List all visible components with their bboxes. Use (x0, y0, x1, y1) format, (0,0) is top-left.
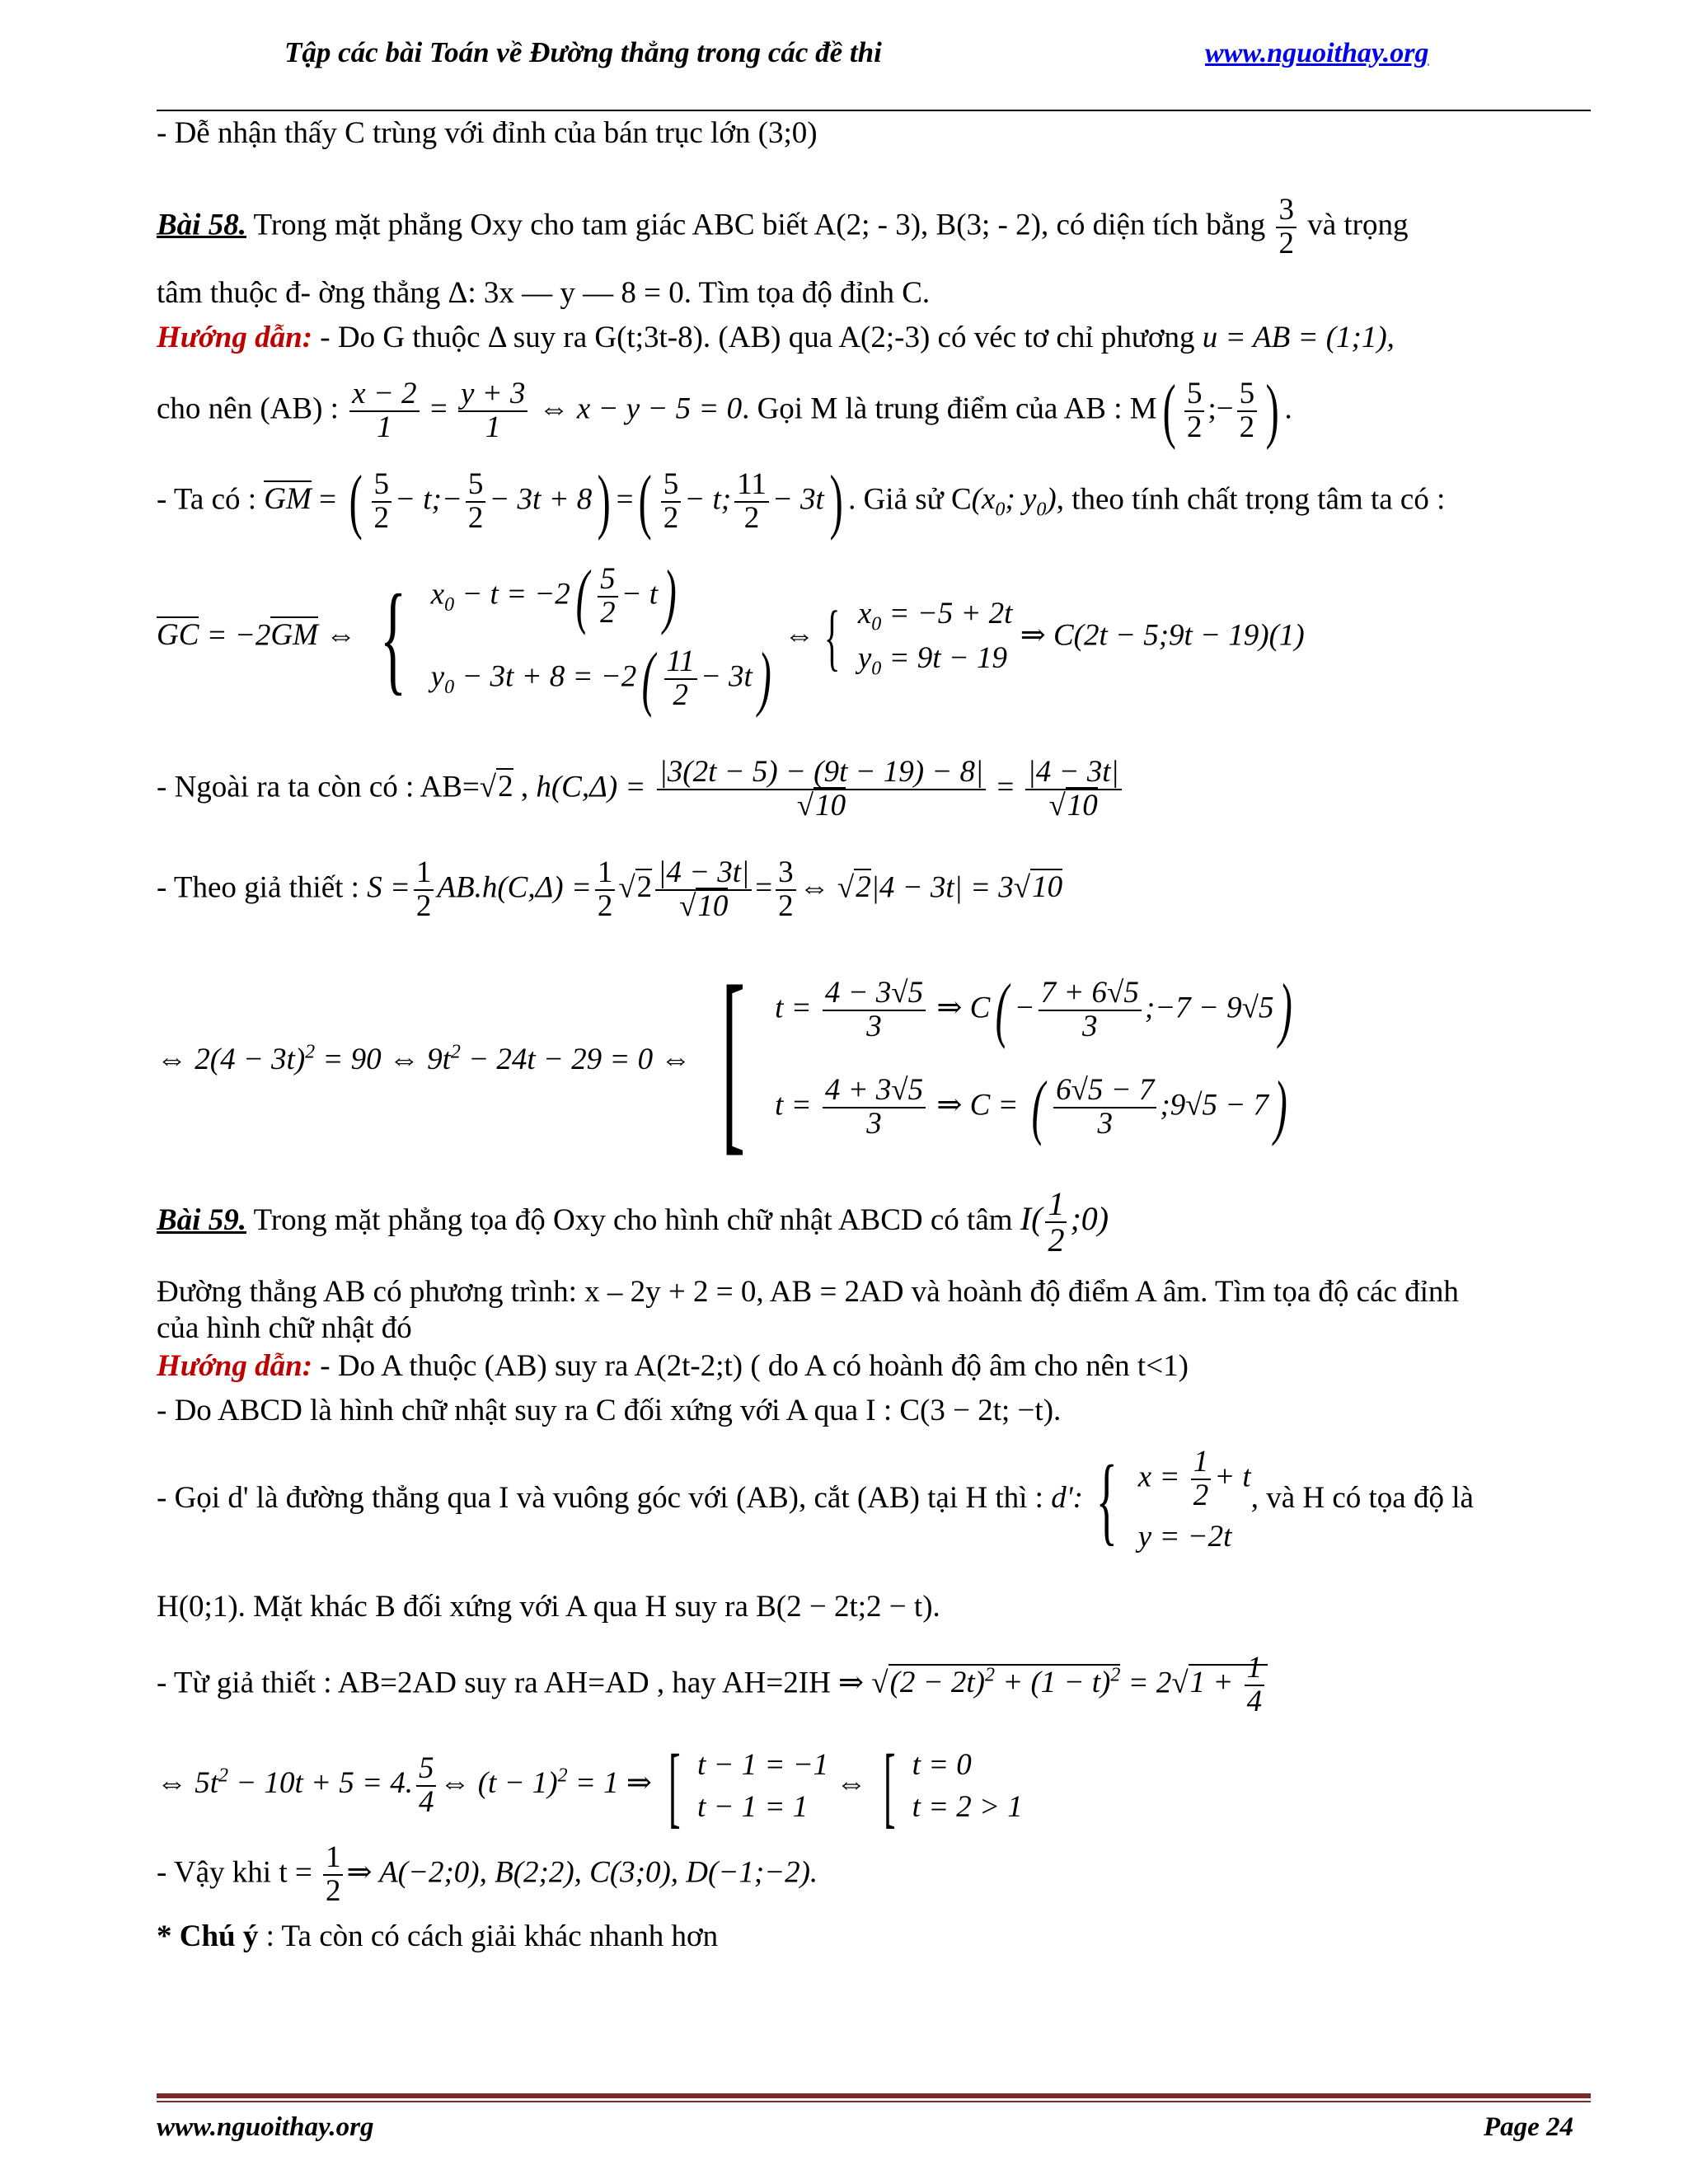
hint-59-text5a: - Từ giả thiết : AB=2AD suy ra AH=AD , hay AH=2IH (157, 1666, 839, 1700)
hint-59-text1: - Do A thuộc (AB) suy ra A(2t-2;t) ( do A có hoành độ âm cho nên t<1) (312, 1349, 1189, 1383)
m-y: $\frac{5}{2}$ (1237, 378, 1258, 444)
hint-58-line5: - Ngoài ra ta còn có : AB=√2 , h(C,Δ) = $\frac{|3(2t - 5) - (9t - 19) - 8|}{√10}$ = $\frac{|4 - 3t|}{√10}$ (157, 757, 1125, 823)
hint-58-line6: - Theo giả thiết : S = $\frac{1}{2}$ AB.h(C,Δ) = $\frac{1}{2}$ √2 $\frac{|4 - 3t|}{√10}$ = $\frac{3}{2}$ ⇔ √2|4 − 3t| = 3√10 (157, 855, 1063, 923)
footer-rule-thick (157, 2093, 1591, 2098)
header-rule (157, 110, 1591, 111)
hint-59-text3b: , và H có tọa độ là (1250, 1480, 1474, 1515)
problem-59-line3: của hình chữ nhật đó (157, 1311, 412, 1345)
hint-label-59: Hướng dẫn: (157, 1349, 313, 1383)
hint-58-system: GC = −2GM ⇔ { $x_0 - t = -2$( $\frac{5}{2}$ − t) $y_0 - 3t + 8 = -2$( $\frac{11}{2}$ − 3t) ⇔ { $x_0 = -5 + 2t$ $y_0 = 9t - 19$ ⇒ C(2t − 5;9t − 19)(1) (157, 556, 1305, 719)
hint-58-line1 (157, 320, 1395, 355)
m-x: $\frac{5}{2}$ (1184, 378, 1205, 444)
header-link[interactable]: www.nguoithay.org (1205, 38, 1429, 68)
hint-59-text7b: ⇒ A(−2;0), B(2;2), C(3;0), D(−1;−2). (346, 1855, 818, 1890)
hint-58-text2b: . Gọi M là trung điểm của AB : M (742, 391, 1157, 426)
hint-59-line4: H(0;1). Mặt khác B đối xứng với A qua H suy ra B(2 − 2t;2 − t). (157, 1590, 940, 1624)
ab-eq-result: ⇔ x − y − 5 = 0 (538, 391, 743, 426)
ab-eq-frac1: $\frac{x - 2}{1}$ (349, 378, 419, 444)
problem-58-line2: tâm thuộc đ- ờng thẳng Δ: 3x — y — 8 = 0. Tìm tọa độ đỉnh C. (157, 276, 931, 310)
hint-58-line2: cho nên (AB) : $\frac{x - 2}{1}$ = $\frac{y + 3}{1}$ ⇔ x − y − 5 = 0. Gọi M là trung điểm của AB : M( $\frac{5}{2}$ ;− $\frac{5}{2}$ ) . (157, 371, 1292, 451)
hint-58-text1: - Do G thuộc Δ suy ra G(t;3t-8). (AB) qua A(2;-3) có véc tơ chỉ phương (312, 321, 1203, 354)
c-result: ⇒ C(2t − 5;9t − 19)(1) (1020, 618, 1305, 653)
note-line (157, 1919, 718, 1954)
hint-59-line3: - Gọi d' là đường thẳng qua I và vuông góc với (AB), cắt (AB) tại H thì : d': { x = $\frac{1}{2}$ + t y = −2t , và H có tọa độ là (157, 1445, 1474, 1555)
problem-59-statement: Bài 59. Trong mặt phẳng tọa độ Oxy cho hình chữ nhật ABCD có tâm I( $\frac{1}{2}$ ;0) (157, 1185, 1109, 1258)
intro-line: - Dễ nhận thấy C trùng với đỉnh của bán trục lớn (3;0) (157, 116, 818, 150)
problem-59-label: Bài 59. (157, 1203, 246, 1238)
footer-rule-thin (157, 2101, 1591, 2102)
hint-58-text3b: . Giả sử C (848, 482, 972, 517)
problem-58-label: Bài 58. (157, 208, 246, 242)
problem-59-text: Trong mặt phẳng tọa độ Oxy cho hình chữ nhật ABCD có tâm (246, 1203, 1020, 1238)
hint-58-text2a: cho nên (AB) : (157, 391, 347, 426)
hint-label: Hướng dẫn: (157, 321, 313, 354)
ab-eq-frac2: $\frac{y + 3}{1}$ (458, 378, 528, 444)
hint-59-line6: ⇔ $5t^2 - 10t + 5 = 4$. $\frac{5}{4}$ ⇔ $(t - 1)^2 = 1$ ⇒ [ t − 1 = −1 t − 1 = 1 ⇔ [ t = 0 t = 2 > 1 (157, 1736, 1023, 1836)
hint-58-text5a: - Ngoài ra ta còn có : AB= (157, 770, 480, 804)
hint-59-line2: - Do ABCD là hình chữ nhật suy ra C đối xứng với A qua I : C(3 − 2t; −t). (157, 1394, 1062, 1427)
problem-58-statement (157, 194, 1409, 260)
hint-59-line5: - Từ giả thiết : AB=2AD suy ra AH=AD , hay AH=2IH ⇒ $√(2 - 2t)^2 + (1 - t)^2 = 2√1$ + $\frac{1}{4}$ (157, 1652, 1268, 1718)
footer-page-number: Page 24 (1484, 2112, 1574, 2142)
vector-u-ab: u = AB = (1;1), (1202, 321, 1395, 354)
hint-58-quadratic: ⇔ $2(4 - 3t)^2 = 90$ ⇔ $9t^2 - 24t - 29 = 0$ ⇔ [ t = $\frac{4 - 3√5}{3}$ ⇒ C( − $\frac{7 + 6√5}{3}$ ;−7 − 9√5) t = $\frac{4 + 3√5}{3}$ ⇒ C = ( $\frac{6√5 - 7}{3}$ ;9√5 − 7) (157, 944, 1293, 1173)
hint-58-text6a: - Theo giả thiết : (157, 870, 368, 905)
hint-58-line3: - Ta có : GM = ( $\frac{5}{2}$ − t;− $\frac{5}{2}$ − 3t + 8) =( $\frac{5}{2}$ − t; $\frac{11}{2}$ − 3t) . Giả sử $C(x_0$; $y_0$), theo tính chất trọng tâm ta có : (157, 462, 1446, 541)
hint-59-text3a: - Gọi d' là đường thẳng qua I và vuông góc với (AB), cắt (AB) tại H thì : (157, 1480, 1052, 1515)
hint-59-line1 (157, 1348, 1189, 1384)
area-fraction: $\frac{3}{2}$ (1276, 194, 1296, 260)
problem-58-text-end: và trọng (1299, 208, 1409, 242)
note-text: : Ta còn có cách giải khác nhanh hơn (258, 1919, 719, 1953)
problem-59-line2: Đường thẳng AB có phương trình: x – 2y + 2 = 0, AB = 2AD và hoành độ điểm A âm. Tìm tọa độ các đỉnh (157, 1275, 1459, 1309)
header-title: Tập các bài Toán về Đường thẳng trong các đề thi (284, 36, 882, 68)
problem-58-text: Trong mặt phẳng Oxy cho tam giác ABC biết A(2; - 3), B(3; - 2), có diện tích bằng (246, 208, 1273, 242)
hint-58-text3a: - Ta có : (157, 482, 265, 517)
footer-site[interactable]: www.nguoithay.org (157, 2112, 374, 2142)
note-label: * Chú ý (157, 1919, 259, 1953)
vector-gm: GM (264, 482, 312, 517)
hint-58-text3c: , theo tính chất trọng tâm ta có : (1056, 482, 1446, 517)
hint-59-line7: - Vậy khi t = $\frac{1}{2}$ ⇒ A(−2;0), B(2;2), C(3;0), D(−1;−2). (157, 1840, 818, 1908)
hint-59-text7a: - Vậy khi t = (157, 1855, 320, 1890)
